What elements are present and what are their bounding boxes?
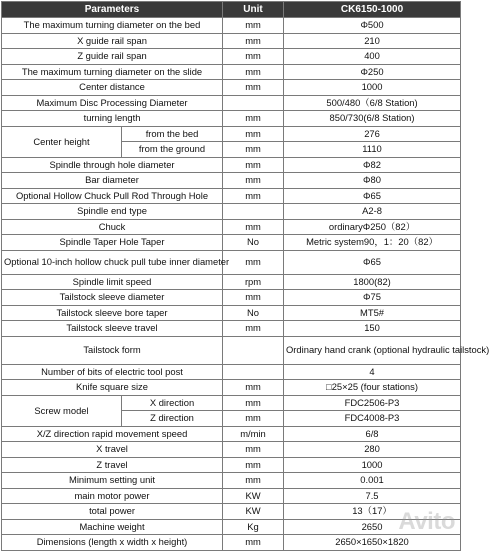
unit-cell: mm xyxy=(223,250,284,274)
value-cell: 500/480（6/8 Station) xyxy=(284,95,461,111)
param-cell: Spindle Taper Hole Taper xyxy=(2,235,223,251)
unit-cell: mm xyxy=(223,80,284,96)
table-row xyxy=(2,188,461,204)
param-cell: Center distance xyxy=(2,80,223,96)
table-row xyxy=(2,535,461,551)
value-cell: □25×25 (four stations) xyxy=(284,380,461,396)
unit-cell xyxy=(223,336,284,364)
param-cell: X/Z direction rapid movement speed xyxy=(2,426,223,442)
unit-cell: rpm xyxy=(223,274,284,290)
table-row xyxy=(2,395,461,411)
param-cell: Tailstock form xyxy=(2,336,223,364)
unit-cell: No xyxy=(223,305,284,321)
table-row xyxy=(2,473,461,489)
value-cell: Φ250 xyxy=(284,64,461,80)
table-row xyxy=(2,336,461,364)
param-cell: Spindle end type xyxy=(2,204,223,220)
value-cell: 1000 xyxy=(284,457,461,473)
value-cell: Ordinary hand crank (optional hydraulic tailstock) xyxy=(284,336,461,364)
param-cell: The maximum turning diameter on the slide xyxy=(2,64,223,80)
param-cell: Minimum setting unit xyxy=(2,473,223,489)
header-row xyxy=(2,2,461,18)
table-row xyxy=(2,173,461,189)
table-row xyxy=(2,488,461,504)
unit-cell: mm xyxy=(223,457,284,473)
param-cell: Machine weight xyxy=(2,519,223,535)
value-cell: FDC4008-P3 xyxy=(284,411,461,427)
param-cell: Spindle through hole diameter xyxy=(2,157,223,173)
value-cell: MT5# xyxy=(284,305,461,321)
value-cell: 850/730(6/8 Station) xyxy=(284,111,461,127)
param-cell: X direction xyxy=(122,395,223,411)
group-cell-screw-model: Screw model xyxy=(2,395,122,426)
unit-cell: KW xyxy=(223,504,284,520)
param-cell: main motor power xyxy=(2,488,223,504)
value-cell: 400 xyxy=(284,49,461,65)
table-row xyxy=(2,380,461,396)
header-unit: Unit xyxy=(223,2,284,18)
value-cell: 6/8 xyxy=(284,426,461,442)
param-cell: from the ground xyxy=(122,142,223,158)
unit-cell: mm xyxy=(223,49,284,65)
param-cell: Optional Hollow Chuck Pull Rod Through Hole xyxy=(2,188,223,204)
unit-cell: Kg xyxy=(223,519,284,535)
unit-cell: mm xyxy=(223,157,284,173)
table-row xyxy=(2,235,461,251)
table-row xyxy=(2,33,461,49)
param-cell: total power xyxy=(2,504,223,520)
param-cell: Dimensions (length x width x height) xyxy=(2,535,223,551)
unit-cell: mm xyxy=(223,290,284,306)
unit-cell: mm xyxy=(223,173,284,189)
value-cell: A2-8 xyxy=(284,204,461,220)
param-cell: Bar diameter xyxy=(2,173,223,189)
unit-cell: mm xyxy=(223,219,284,235)
param-cell: X guide rail span xyxy=(2,33,223,49)
param-cell: Optional 10-inch hollow chuck pull tube inner diameter xyxy=(2,250,223,274)
value-cell: 1800(82) xyxy=(284,274,461,290)
value-cell: Metric system90，1：20（82） xyxy=(284,235,461,251)
value-cell: Φ82 xyxy=(284,157,461,173)
unit-cell: mm xyxy=(223,535,284,551)
table-row xyxy=(2,111,461,127)
value-cell: 276 xyxy=(284,126,461,142)
value-cell: ordinaryΦ250（82） xyxy=(284,219,461,235)
param-cell: Z travel xyxy=(2,457,223,473)
table-row xyxy=(2,457,461,473)
table-row xyxy=(2,290,461,306)
unit-cell: mm xyxy=(223,188,284,204)
param-cell: Tailstock sleeve diameter xyxy=(2,290,223,306)
value-cell: Φ75 xyxy=(284,290,461,306)
value-cell: 1000 xyxy=(284,80,461,96)
unit-cell: mm xyxy=(223,321,284,337)
value-cell: 280 xyxy=(284,442,461,458)
param-cell: Chuck xyxy=(2,219,223,235)
header-model: CK6150-1000 xyxy=(284,2,461,18)
value-cell: 2650 xyxy=(284,519,461,535)
table-row xyxy=(2,274,461,290)
param-cell: Number of bits of electric tool post xyxy=(2,364,223,380)
value-cell: 0.001 xyxy=(284,473,461,489)
spec-table xyxy=(1,1,489,551)
unit-cell: KW xyxy=(223,488,284,504)
value-cell: FDC2506-P3 xyxy=(284,395,461,411)
table-row xyxy=(2,250,461,274)
unit-cell: mm xyxy=(223,126,284,142)
param-cell: from the bed xyxy=(122,126,223,142)
table-row xyxy=(2,49,461,65)
unit-cell: mm xyxy=(223,395,284,411)
unit-cell: mm xyxy=(223,18,284,34)
value-cell: 210 xyxy=(284,33,461,49)
param-cell: Z guide rail span xyxy=(2,49,223,65)
value-cell: 4 xyxy=(284,364,461,380)
unit-cell: mm xyxy=(223,33,284,49)
value-cell: 13（17） xyxy=(284,504,461,520)
unit-cell: mm xyxy=(223,111,284,127)
table-row xyxy=(2,126,461,142)
unit-cell: mm xyxy=(223,473,284,489)
table-row xyxy=(2,364,461,380)
param-cell: Tailstock sleeve travel xyxy=(2,321,223,337)
unit-cell xyxy=(223,364,284,380)
group-cell-center-height: Center height xyxy=(2,126,122,157)
param-cell: Spindle limit speed xyxy=(2,274,223,290)
header-parameters: Parameters xyxy=(2,2,223,18)
table-row xyxy=(2,18,461,34)
unit-cell xyxy=(223,95,284,111)
unit-cell: mm xyxy=(223,411,284,427)
table-row xyxy=(2,204,461,220)
table-row xyxy=(2,519,461,535)
value-cell: Φ65 xyxy=(284,250,461,274)
watermark-logo: Avito xyxy=(398,508,455,535)
param-cell: Tailstock sleeve bore taper xyxy=(2,305,223,321)
table-row xyxy=(2,219,461,235)
table-row xyxy=(2,305,461,321)
unit-cell: mm xyxy=(223,64,284,80)
unit-cell xyxy=(223,204,284,220)
param-cell: X travel xyxy=(2,442,223,458)
unit-cell: mm xyxy=(223,380,284,396)
table-row xyxy=(2,157,461,173)
table-row xyxy=(2,80,461,96)
table-row xyxy=(2,64,461,80)
param-cell: turning length xyxy=(2,111,223,127)
table-row xyxy=(2,504,461,520)
unit-cell: mm xyxy=(223,442,284,458)
value-cell: Φ80 xyxy=(284,173,461,189)
unit-cell: m/min xyxy=(223,426,284,442)
table-row xyxy=(2,321,461,337)
value-cell: Φ65 xyxy=(284,188,461,204)
value-cell: 7.5 xyxy=(284,488,461,504)
table-row xyxy=(2,426,461,442)
table-row xyxy=(2,442,461,458)
unit-cell: mm xyxy=(223,142,284,158)
value-cell: 1110 xyxy=(284,142,461,158)
param-cell: The maximum turning diameter on the bed xyxy=(2,18,223,34)
value-cell: 150 xyxy=(284,321,461,337)
value-cell: 2650×1650×1820 xyxy=(284,535,461,551)
unit-cell: No xyxy=(223,235,284,251)
table-row xyxy=(2,95,461,111)
param-cell: Knife square size xyxy=(2,380,223,396)
param-cell: Maximum Disc Processing Diameter xyxy=(2,95,223,111)
param-cell: Z direction xyxy=(122,411,223,427)
value-cell: Φ500 xyxy=(284,18,461,34)
